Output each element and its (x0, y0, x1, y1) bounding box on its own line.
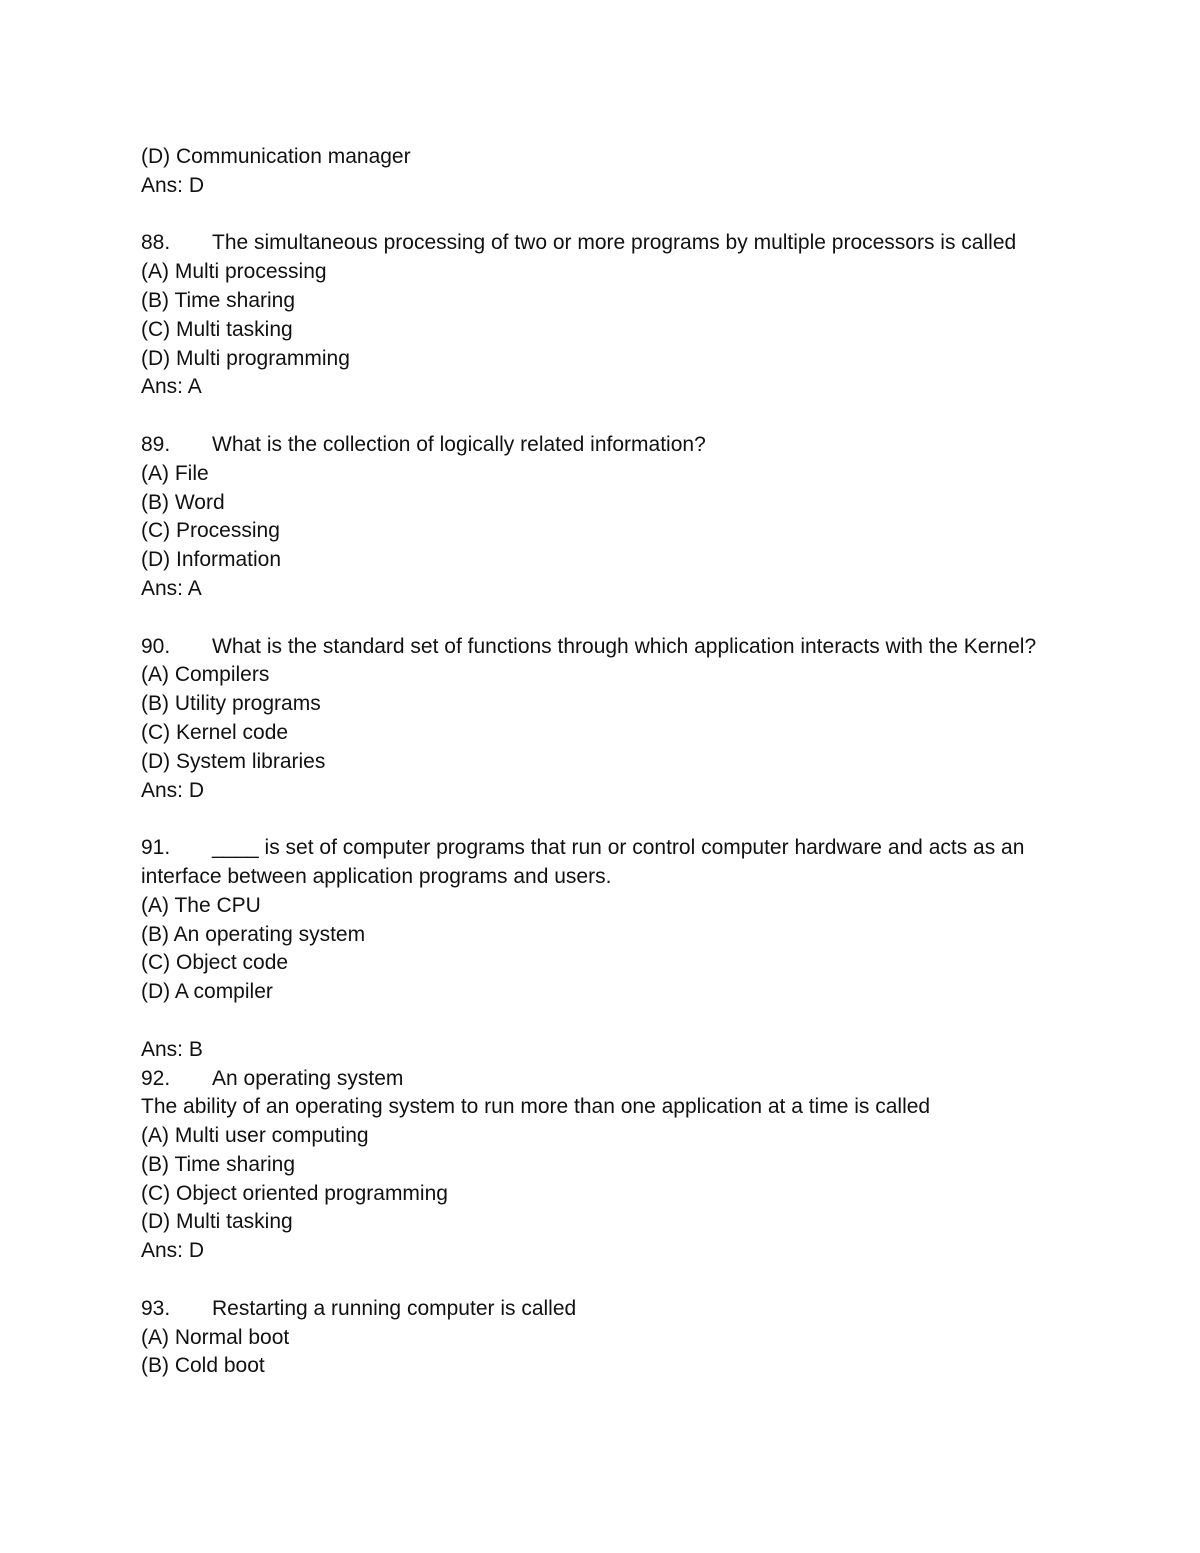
question-89 (141, 431, 1081, 460)
option-b: (B) Utility programs (141, 692, 321, 716)
question-subtext: The ability of an operating system to run more than one application at a time is called (141, 1095, 931, 1119)
option-b: (B) Time sharing (141, 1152, 296, 1176)
option-a: (A) Compilers (141, 663, 270, 687)
option-c: (C) Object oriented programming (141, 1181, 448, 1205)
question-88 (141, 229, 1081, 258)
option-c: (C) Multi tasking (141, 317, 293, 341)
option-c: (C) Kernel code (141, 720, 289, 744)
option-d: (D) Multi tasking (141, 1210, 293, 1234)
option-a: (A) Multi processing (141, 260, 327, 284)
spacer (141, 1007, 1081, 1036)
question-91 (141, 834, 1081, 892)
option-a: (A) Normal boot (141, 1325, 290, 1349)
question-text: Restarting a running computer is called (212, 1296, 577, 1320)
spacer (141, 201, 1081, 230)
option-d: (D) System libraries (141, 749, 326, 773)
option-d: (D) Information (141, 548, 282, 572)
answer-line: Ans: D (141, 1239, 205, 1263)
question-90 (141, 633, 1081, 662)
option-line: (D) Communication manager (141, 145, 411, 168)
option-a: (A) Multi user computing (141, 1124, 369, 1148)
option-a: (A) The CPU (141, 893, 261, 917)
document-page (141, 143, 1081, 1381)
spacer (141, 1266, 1081, 1295)
option-b: (B) Word (141, 490, 225, 514)
answer-line: Ans: D (141, 778, 205, 802)
question-text: What is the standard set of functions through which application interacts with the Kernel? (212, 634, 1037, 658)
spacer (141, 402, 1081, 431)
question-93 (141, 1295, 1081, 1324)
question-text: ____ is set of computer programs that run or control computer hardware and acts as an interface between application programs and users. (141, 836, 1025, 888)
option-b: (B) An operating system (141, 922, 366, 946)
question-number: 93. (141, 1296, 171, 1320)
option-d: (D) Multi programming (141, 346, 350, 370)
answer-line: Ans: B (141, 1037, 203, 1061)
option-c: (C) Processing (141, 519, 280, 543)
question-text: The simultaneous processing of two or more programs by multiple processors is called (212, 231, 1017, 255)
question-number: 88. (141, 231, 171, 255)
option-d: (D) A compiler (141, 980, 273, 1004)
question-92 (141, 1065, 1081, 1094)
spacer (141, 604, 1081, 633)
question-number: 89. (141, 432, 171, 456)
option-c: (C) Object code (141, 951, 289, 975)
option-b: (B) Time sharing (141, 288, 296, 312)
answer-line: Ans: A (141, 576, 202, 600)
answer-line: Ans: A (141, 375, 202, 399)
question-text: An operating system (212, 1066, 404, 1090)
question-text: What is the collection of logically related information? (212, 432, 706, 456)
option-b: (B) Cold boot (141, 1354, 265, 1378)
question-number: 90. (141, 634, 171, 658)
question-number: 92. (141, 1066, 171, 1090)
option-a: (A) File (141, 461, 209, 485)
spacer (141, 805, 1081, 834)
answer-line: Ans: D (141, 173, 205, 197)
question-number: 91. (141, 836, 171, 860)
